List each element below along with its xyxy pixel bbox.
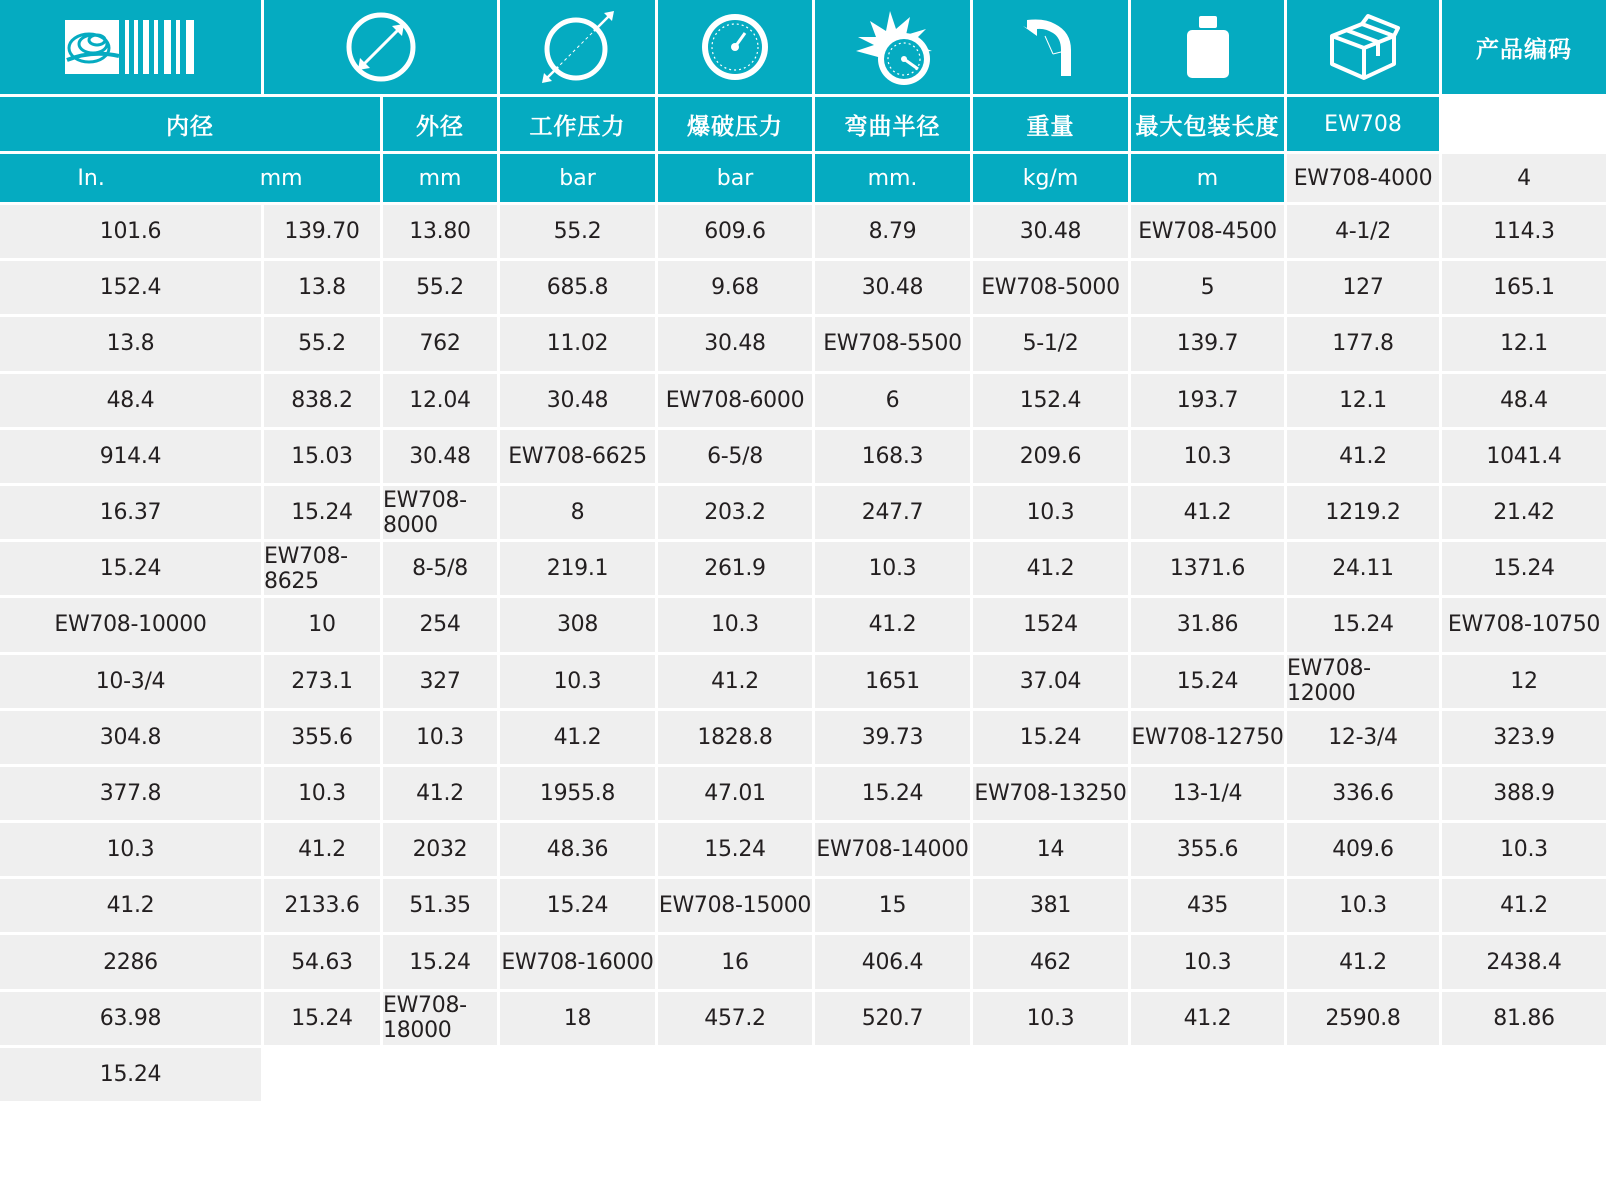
cell-od: 152.4 <box>0 261 261 314</box>
cell-od: 520.7 <box>815 992 970 1045</box>
header-max-length: 最大包装长度 <box>1131 97 1284 151</box>
cell-id-mm: 114.3 <box>1442 205 1606 258</box>
bend-radius-icon-cell <box>973 0 1128 94</box>
cell-weight: 37.04 <box>973 655 1128 708</box>
unit-max-length: m <box>1131 154 1284 202</box>
cell-code: EW708-10000 <box>0 598 261 651</box>
cell-weight: 21.42 <box>1442 486 1606 539</box>
cell-od: 327 <box>383 655 497 708</box>
cell-wp: 10.3 <box>815 542 970 595</box>
cell-bp: 41.2 <box>1131 992 1284 1045</box>
cell-br: 762 <box>383 317 497 370</box>
cell-code: EW708-6625 <box>500 430 655 483</box>
cell-id-in: 6 <box>815 374 970 427</box>
cell-weight: 54.63 <box>264 935 380 988</box>
cell-od: 355.6 <box>264 711 380 764</box>
cell-length: 15.24 <box>1442 542 1606 595</box>
cell-id-mm: 304.8 <box>0 711 261 764</box>
cell-id-mm: 219.1 <box>500 542 655 595</box>
cell-bp: 41.2 <box>1442 879 1606 932</box>
cell-wp: 10.3 <box>383 711 497 764</box>
cell-id-in: 4 <box>1442 154 1606 202</box>
inner-diameter-icon <box>344 10 418 84</box>
cell-od: 462 <box>973 935 1128 988</box>
package-box-icon <box>1328 12 1398 82</box>
cell-wp: 12.1 <box>1287 374 1439 427</box>
cell-od: 308 <box>500 598 655 651</box>
cell-wp: 10.3 <box>1287 879 1439 932</box>
header-outer-diameter: 外径 <box>383 97 497 151</box>
cell-id-in: 18 <box>500 992 655 1045</box>
unit-bend-radius: mm. <box>815 154 970 202</box>
cell-bp: 41.2 <box>1287 430 1439 483</box>
cell-od: 209.6 <box>973 430 1128 483</box>
cell-code: EW708-8625 <box>264 542 380 595</box>
cell-bp: 48.4 <box>0 374 261 427</box>
cell-id-in: 15 <box>815 879 970 932</box>
cell-wp: 13.80 <box>383 205 497 258</box>
cell-id-in: 5-1/2 <box>973 317 1128 370</box>
cell-od: 377.8 <box>0 767 261 820</box>
cell-wp: 10.3 <box>1131 430 1284 483</box>
outer-diameter-icon <box>538 7 618 87</box>
cell-wp: 10.3 <box>264 767 380 820</box>
unit-outer-diameter: mm <box>383 154 497 202</box>
cell-length: 15.24 <box>0 542 261 595</box>
package-icon-cell <box>1287 0 1439 94</box>
cell-wp: 10.3 <box>1442 823 1606 876</box>
cell-id-in: 10 <box>264 598 380 651</box>
cell-weight: 51.35 <box>383 879 497 932</box>
cell-weight: 81.86 <box>1442 992 1606 1045</box>
cell-code: EW708-16000 <box>500 935 655 988</box>
cell-id-in: 16 <box>658 935 812 988</box>
cell-code: EW708-15000 <box>658 879 812 932</box>
cell-id-mm: 139.7 <box>1131 317 1284 370</box>
cell-id-mm: 457.2 <box>658 992 812 1045</box>
cell-code: EW708-12750 <box>1131 711 1284 764</box>
cell-wp: 10.3 <box>973 992 1128 1045</box>
cell-code: EW708-6000 <box>658 374 812 427</box>
cell-br: 685.8 <box>500 261 655 314</box>
cell-bp: 41.2 <box>815 598 970 651</box>
unit-inner-diameter-mm: mm <box>259 165 303 191</box>
cell-br: 1524 <box>973 598 1128 651</box>
cell-id-in: 8-5/8 <box>383 542 497 595</box>
cell-code: EW708-12000 <box>1287 655 1439 708</box>
burst-pressure-icon-cell <box>815 0 970 94</box>
cell-code: EW708-10750 <box>1442 598 1606 651</box>
cell-id-in: 6-5/8 <box>658 430 812 483</box>
cell-od: 247.7 <box>815 486 970 539</box>
cell-br: 1651 <box>815 655 970 708</box>
cell-bp: 41.2 <box>0 879 261 932</box>
cell-bp: 55.2 <box>264 317 380 370</box>
cell-weight: 31.86 <box>1131 598 1284 651</box>
cell-weight: 15.03 <box>264 430 380 483</box>
cell-weight: 11.02 <box>500 317 655 370</box>
cell-id-in: 14 <box>973 823 1128 876</box>
cell-length: 30.48 <box>973 205 1128 258</box>
cell-bp: 55.2 <box>500 205 655 258</box>
header-weight: 重量 <box>973 97 1128 151</box>
cell-id-mm: 323.9 <box>1442 711 1606 764</box>
weight-icon <box>1185 14 1231 80</box>
cell-id-mm: 101.6 <box>0 205 261 258</box>
cell-length: 15.24 <box>973 711 1128 764</box>
cell-od: 261.9 <box>658 542 812 595</box>
working-pressure-icon-cell <box>658 0 812 94</box>
cell-id-in: 13-1/4 <box>1131 767 1284 820</box>
cell-weight: 48.36 <box>500 823 655 876</box>
cell-br: 1828.8 <box>658 711 812 764</box>
cell-length: 15.24 <box>383 935 497 988</box>
cell-br: 2590.8 <box>1287 992 1439 1045</box>
cell-id-in: 10-3/4 <box>0 655 261 708</box>
cell-id-mm: 254 <box>383 598 497 651</box>
cell-br: 2133.6 <box>264 879 380 932</box>
cell-wp: 13.8 <box>264 261 380 314</box>
cell-length: 30.48 <box>383 430 497 483</box>
cell-length: 15.24 <box>264 486 380 539</box>
cell-length: 15.24 <box>1131 655 1284 708</box>
cell-code: EW708-4500 <box>1131 205 1284 258</box>
header-bend-radius: 弯曲半径 <box>815 97 970 151</box>
cell-od: 177.8 <box>1287 317 1439 370</box>
cell-br: 1371.6 <box>1131 542 1284 595</box>
cell-br: 2032 <box>383 823 497 876</box>
cell-wp: 10.3 <box>0 823 261 876</box>
cell-code: EW708-13250 <box>973 767 1128 820</box>
brand-logo-cell <box>0 0 261 94</box>
cell-length: 15.24 <box>500 879 655 932</box>
cell-br: 2286 <box>0 935 261 988</box>
cell-weight: 9.68 <box>658 261 812 314</box>
cell-id-mm: 168.3 <box>815 430 970 483</box>
cell-br: 1041.4 <box>1442 430 1606 483</box>
cell-id-mm: 406.4 <box>815 935 970 988</box>
cell-bp: 41.2 <box>1287 935 1439 988</box>
brand-logo-icon <box>65 20 197 74</box>
pressure-gauge-icon <box>699 11 771 83</box>
cell-code: EW708-14000 <box>815 823 970 876</box>
cell-wp: 12.1 <box>1442 317 1606 370</box>
cell-length: 30.48 <box>658 317 812 370</box>
cell-wp: 10.3 <box>500 655 655 708</box>
cell-bp: 55.2 <box>383 261 497 314</box>
cell-id-mm: 355.6 <box>1131 823 1284 876</box>
cell-weight: 39.73 <box>815 711 970 764</box>
unit-inner-diameter-in: In. <box>77 165 105 191</box>
outer-diameter-icon-cell <box>500 0 655 94</box>
cell-br: 914.4 <box>0 430 261 483</box>
cell-id-mm: 336.6 <box>1287 767 1439 820</box>
cell-wp: 10.3 <box>973 486 1128 539</box>
cell-code: EW708-5500 <box>815 317 970 370</box>
cell-od: 388.9 <box>1442 767 1606 820</box>
cell-id-mm: 273.1 <box>264 655 380 708</box>
cell-id-mm: 127 <box>1287 261 1439 314</box>
cell-id-mm: 381 <box>973 879 1128 932</box>
unit-working-pressure: bar <box>500 154 655 202</box>
cell-od: 165.1 <box>1442 261 1606 314</box>
cell-weight: 12.04 <box>383 374 497 427</box>
cell-weight: 8.79 <box>815 205 970 258</box>
header-inner-diameter: 内径 <box>0 97 380 151</box>
cell-bp: 41.2 <box>1131 486 1284 539</box>
cell-bp: 41.2 <box>500 711 655 764</box>
cell-code: EW708-4000 <box>1287 154 1439 202</box>
cell-length: 30.48 <box>815 261 970 314</box>
cell-id-in: 12-3/4 <box>1287 711 1439 764</box>
cell-bp: 41.2 <box>383 767 497 820</box>
cell-id-in: 12 <box>1442 655 1606 708</box>
cell-br: 1955.8 <box>500 767 655 820</box>
cell-wp: 13.8 <box>0 317 261 370</box>
cell-br: 2438.4 <box>1442 935 1606 988</box>
cell-od: 435 <box>1131 879 1284 932</box>
cell-weight: 16.37 <box>0 486 261 539</box>
cell-length: 15.24 <box>1287 598 1439 651</box>
cell-id-in: 4-1/2 <box>1287 205 1439 258</box>
burst-pressure-icon <box>848 7 938 87</box>
cell-length: 15.24 <box>264 992 380 1045</box>
cell-id-in: 8 <box>500 486 655 539</box>
cell-bp: 48.4 <box>1442 374 1606 427</box>
unit-code: EW708 <box>1287 97 1439 151</box>
cell-weight: 47.01 <box>658 767 812 820</box>
inner-diameter-icon-cell <box>264 0 497 94</box>
cell-id-mm: 152.4 <box>973 374 1128 427</box>
header-working-pressure: 工作压力 <box>500 97 655 151</box>
cell-bp: 41.2 <box>658 655 812 708</box>
header-code: 产品编码 <box>1442 0 1606 94</box>
cell-length: 15.24 <box>815 767 970 820</box>
cell-bp: 41.2 <box>973 542 1128 595</box>
cell-od: 409.6 <box>1287 823 1439 876</box>
cell-length: 15.24 <box>658 823 812 876</box>
cell-od: 139.70 <box>264 205 380 258</box>
cell-br: 838.2 <box>264 374 380 427</box>
cell-weight: 24.11 <box>1287 542 1439 595</box>
bend-radius-icon <box>1021 14 1081 80</box>
cell-id-mm: 203.2 <box>658 486 812 539</box>
cell-br: 609.6 <box>658 205 812 258</box>
cell-wp: 10.3 <box>658 598 812 651</box>
unit-burst-pressure: bar <box>658 154 812 202</box>
cell-od: 193.7 <box>1131 374 1284 427</box>
weight-icon-cell <box>1131 0 1284 94</box>
cell-weight: 63.98 <box>0 992 261 1045</box>
cell-code: EW708-18000 <box>383 992 497 1045</box>
cell-br: 1219.2 <box>1287 486 1439 539</box>
header-burst-pressure: 爆破压力 <box>658 97 812 151</box>
cell-id-in: 5 <box>1131 261 1284 314</box>
cell-length: 15.24 <box>0 1048 261 1101</box>
cell-code: EW708-5000 <box>973 261 1128 314</box>
unit-weight: kg/m <box>973 154 1128 202</box>
cell-bp: 41.2 <box>264 823 380 876</box>
cell-wp: 10.3 <box>1131 935 1284 988</box>
cell-code: EW708-8000 <box>383 486 497 539</box>
unit-inner-diameter <box>0 154 380 202</box>
cell-length: 30.48 <box>500 374 655 427</box>
